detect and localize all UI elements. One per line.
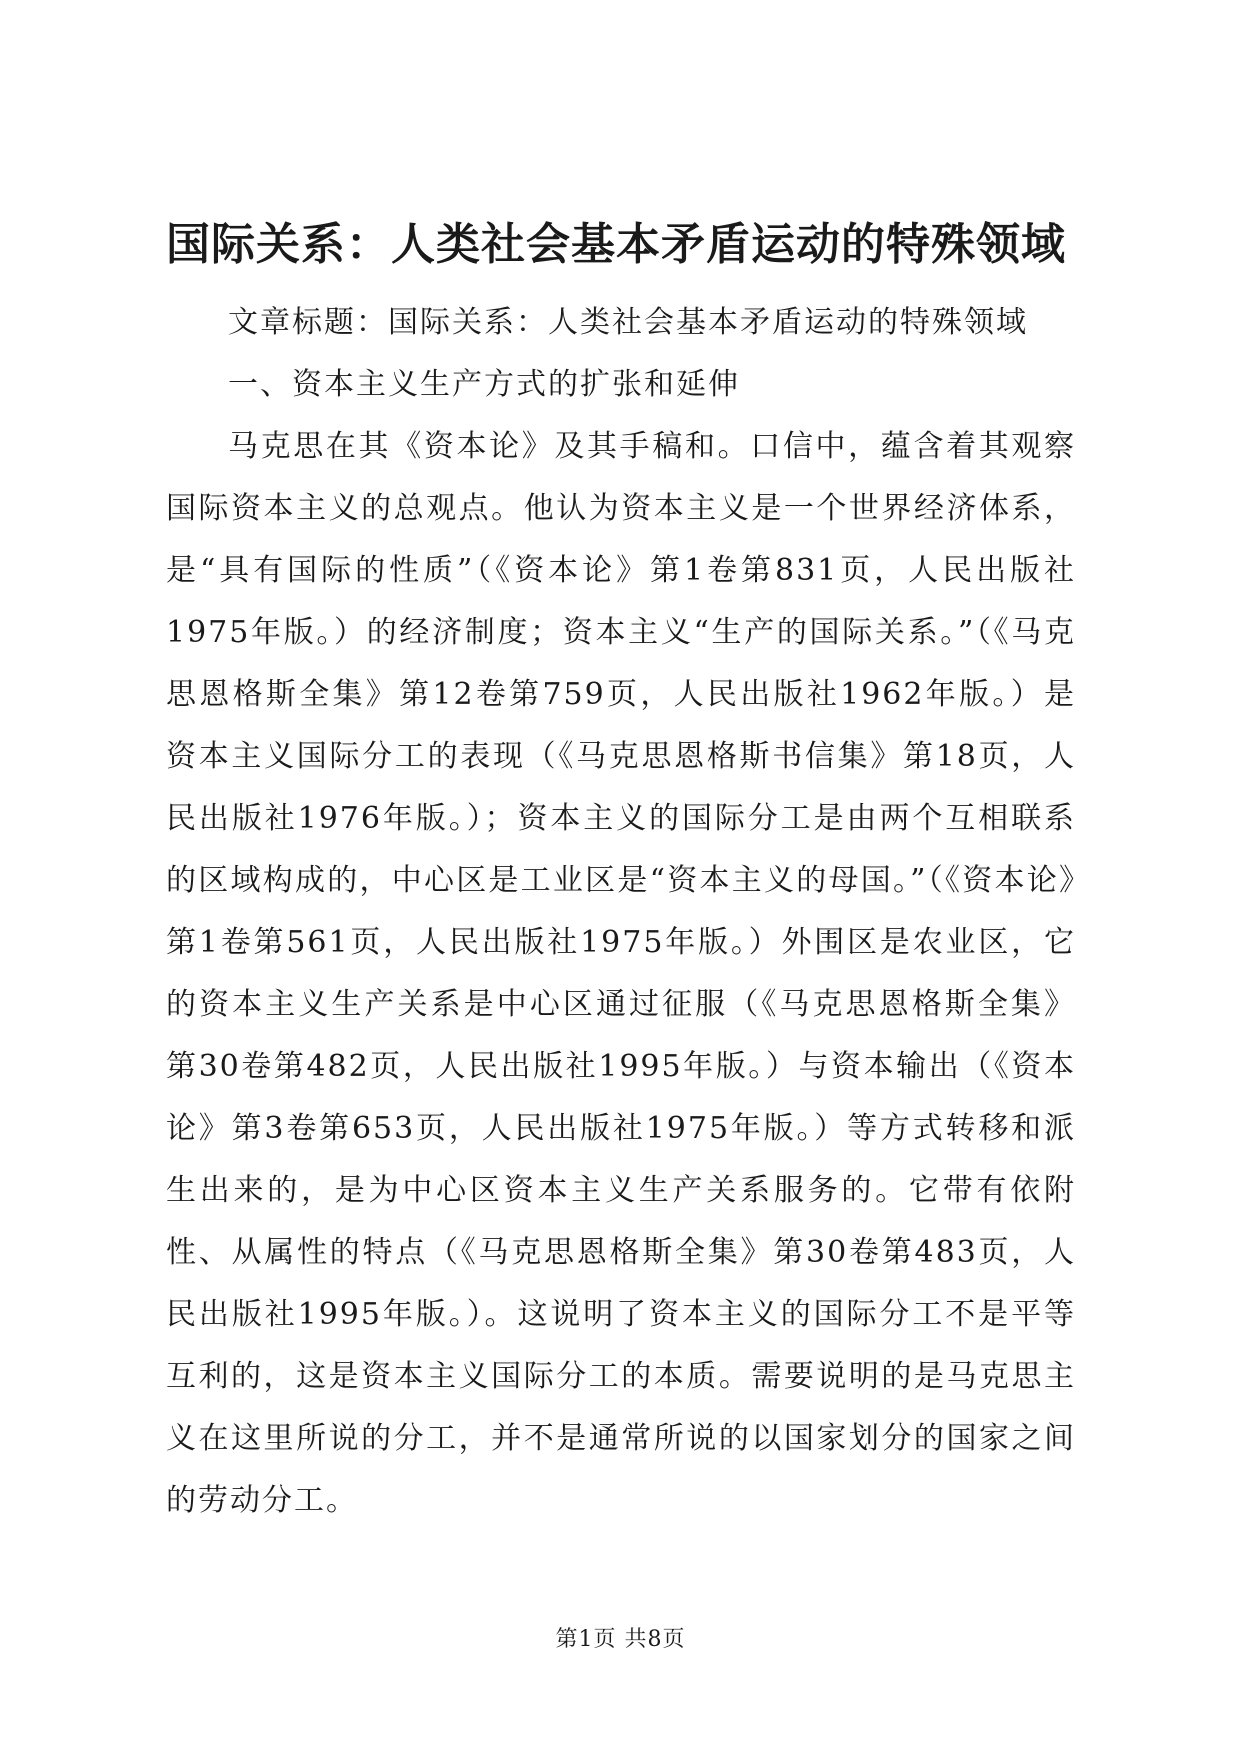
page-footer bbox=[0, 1625, 1241, 1655]
document-title: 国际关系：人类社会基本矛盾运动的特殊领域 bbox=[166, 219, 1066, 270]
document-body bbox=[166, 292, 1076, 1532]
section-heading: 一、资本主义生产方式的扩张和延伸 bbox=[228, 367, 740, 402]
article-title-line: 文章标题：国际关系：人类社会基本矛盾运动的特殊领域 bbox=[228, 305, 1028, 340]
body-paragraph: 马克思在其《资本论》及其手稿和。口信中，蕴含着其观察国际资本主义的总观点。他认为资本主义是一个世界经济体系，是“具有国际的性质”（《资本论》第1卷第831页，人民出版社1975年版。）的经济制度；资本主义“生产的国际关系。”（《马克思恩格斯全集》第12卷第759页，人民出版社1962年版。）是资本主义国际分工的表现（《马克思恩格斯书信集》第18页，人民出版社1976年版。）；资本主义的国际分工是由两个互相联系的区域构成的，中心区是工业区是“资本主义的母国。”（《资本论》第1卷第561页，人民出版社1975年版。）外围区是农业区，它的资本主义生产关系是中心区通过征服（《马克思恩格斯全集》第30卷第482页，人民出版社1995年版。）与资本输出（《资本论》第3卷第653页，人民出版社1975年版。）等方式转移和派生出来的，是为中心区资本主义生产关系服务的。它带有依附性、从属性的特点（《马克思恩格斯全集》第30卷第483页，人民出版社1995年版。）。这说明了资本主义的国际分工不是平等互利的，这是资本主义国际分工的本质。需要说明的是马克思主义在这里所说的分工，并不是通常所说的以国家划分的国家之间的劳动分工。 bbox=[166, 429, 1076, 1518]
page-indicator: 第1页 共8页 bbox=[555, 1627, 686, 1652]
